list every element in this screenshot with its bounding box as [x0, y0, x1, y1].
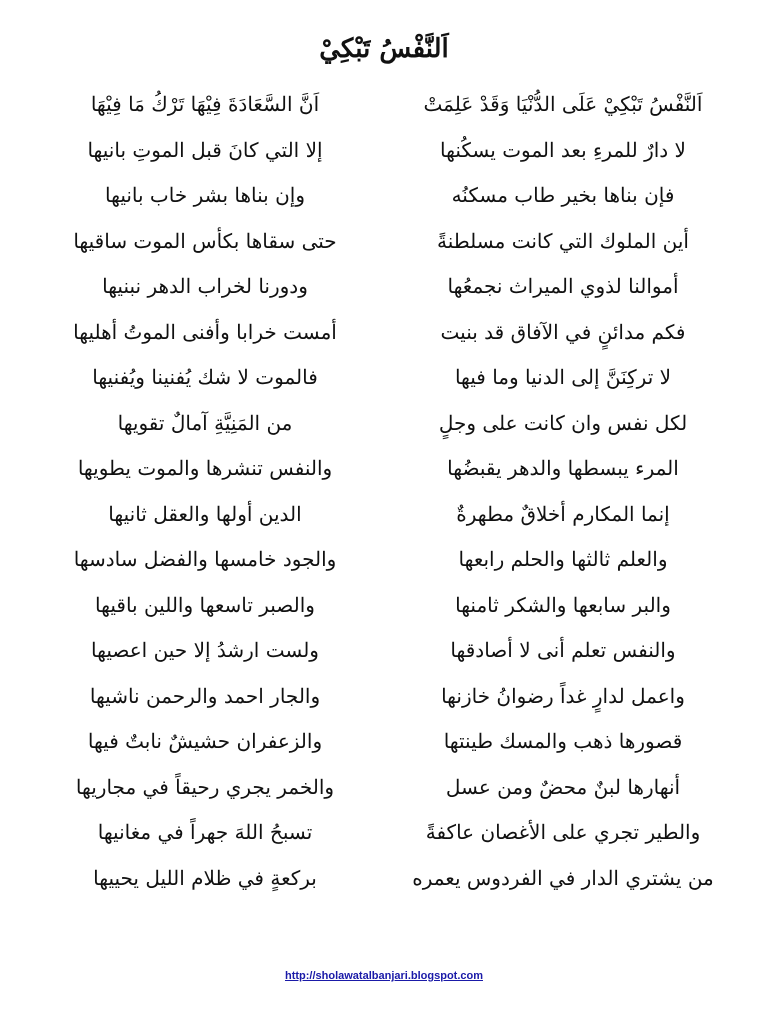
first-hemistich: من يشتري الدار في الفردوس يعمره: [412, 865, 714, 890]
poem-title: اَلنَّفْسُ تَبْكِيْ: [319, 34, 449, 64]
second-hemistich: أمست خرابا وأفنى الموتُ أهليها: [73, 319, 337, 344]
verse-line: [40, 312, 728, 358]
second-hemistich: فالموت لا شك يُفنينا ويُفنيها: [92, 365, 318, 389]
verse-line: [40, 858, 728, 904]
second-hemistich: ودورنا لخراب الدهر نبنيها: [102, 274, 308, 298]
verse-line: [40, 84, 728, 130]
verse-line: [40, 221, 728, 267]
first-hemistich: فكم مدائنٍ في الآفاق قد بنيت: [440, 319, 686, 344]
verse-line: [40, 539, 728, 585]
first-hemistich: لا تركِنَنَّ إلى الدنيا وما فيها: [454, 365, 672, 389]
verse-line: [40, 585, 728, 631]
first-hemistich: إنما المكارم أخلاقٌ مطهرةٌ: [456, 501, 670, 526]
second-hemistich: إلا التي كانَ قبل الموتِ بانيها: [87, 137, 323, 162]
second-hemistich: والزعفران حشيشٌ نابتٌ فيها: [87, 729, 323, 753]
first-hemistich: فإن بناها بخير طاب مسكنُه: [451, 183, 675, 207]
verse-line: [40, 403, 728, 449]
second-hemistich: من المَنِيَّةِ آمالٌ تقويها: [117, 410, 293, 435]
first-hemistich: لا دارٌ للمرءِ بعد الموت يسكُنها: [440, 137, 686, 162]
verse-line: [40, 175, 728, 221]
verse-line: [40, 721, 728, 767]
second-hemistich: وإن بناها بشر خاب بانيها: [105, 183, 305, 207]
second-hemistich: بركعةٍ في ظلام الليل يحييها: [93, 865, 317, 890]
first-hemistich: والعلم ثالثها والحلم رابعها: [458, 547, 668, 571]
verse-line: [40, 630, 728, 676]
verse-line: [40, 676, 728, 722]
first-hemistich: أنهارها لبنٌ محضٌ ومن عسل: [445, 774, 681, 799]
poem-body: [40, 84, 728, 903]
first-hemistich: لكل نفس وان كانت على وجلٍ: [438, 410, 688, 435]
first-hemistich: اَلنَّفْسُ تَبْكِيْ عَلَى الدُّنْيَا وَقَدْ عَلِمَتْ: [423, 92, 703, 116]
second-hemistich: تسبحُ اللهَ جهراً في مغانيها: [97, 820, 313, 844]
first-hemistich: أين الملوك التي كانت مسلطنةً: [437, 228, 689, 253]
verse-line: [40, 767, 728, 813]
verse-line: [40, 357, 728, 403]
first-hemistich: والطير تجري على الأغصان عاكفةً: [425, 820, 701, 844]
second-hemistich: اَنَّ السَّعَادَةَ فِيْهَا تَرْكُ مَا فِيْهَا: [90, 92, 320, 116]
second-hemistich: الدين أولها والعقل ثانيها: [108, 501, 302, 526]
second-hemistich: والجار احمد والرحمن ناشيها: [89, 683, 321, 708]
second-hemistich: والخمر يجري رحيقاً في مجاريها: [75, 774, 335, 799]
first-hemistich: قصورها ذهب والمسك طينتها: [443, 729, 683, 753]
second-hemistich: حتى سقاها بكأس الموت ساقيها: [73, 228, 337, 253]
first-hemistich: والبر سابعها والشكر ثامنها: [455, 592, 671, 617]
verse-line: [40, 266, 728, 312]
blog-link[interactable]: http://sholawatalbanjari.blogspot.com: [284, 970, 483, 982]
footer: [0, 970, 768, 982]
first-hemistich: المرء يبسطها والدهر يقبضُها: [447, 456, 679, 480]
first-hemistich: والنفس تعلم أنى لا أصادقها: [450, 638, 676, 662]
verse-line: [40, 448, 728, 494]
first-hemistich: واعمل لدارٍ غداً رضوانُ خازنها: [441, 683, 685, 708]
second-hemistich: والجود خامسها والفضل سادسها: [73, 547, 337, 571]
verse-line: [40, 494, 728, 540]
second-hemistich: والنفس تنشرها والموت يطويها: [77, 456, 333, 480]
verse-line: [40, 130, 728, 176]
verse-line: [40, 812, 728, 858]
second-hemistich: والصبر تاسعها واللين باقيها: [95, 592, 315, 617]
first-hemistich: أموالنا لذوي الميراث نجمعُها: [447, 274, 679, 298]
second-hemistich: ولست ارشدُ إلا حين اعصيها: [91, 638, 319, 662]
